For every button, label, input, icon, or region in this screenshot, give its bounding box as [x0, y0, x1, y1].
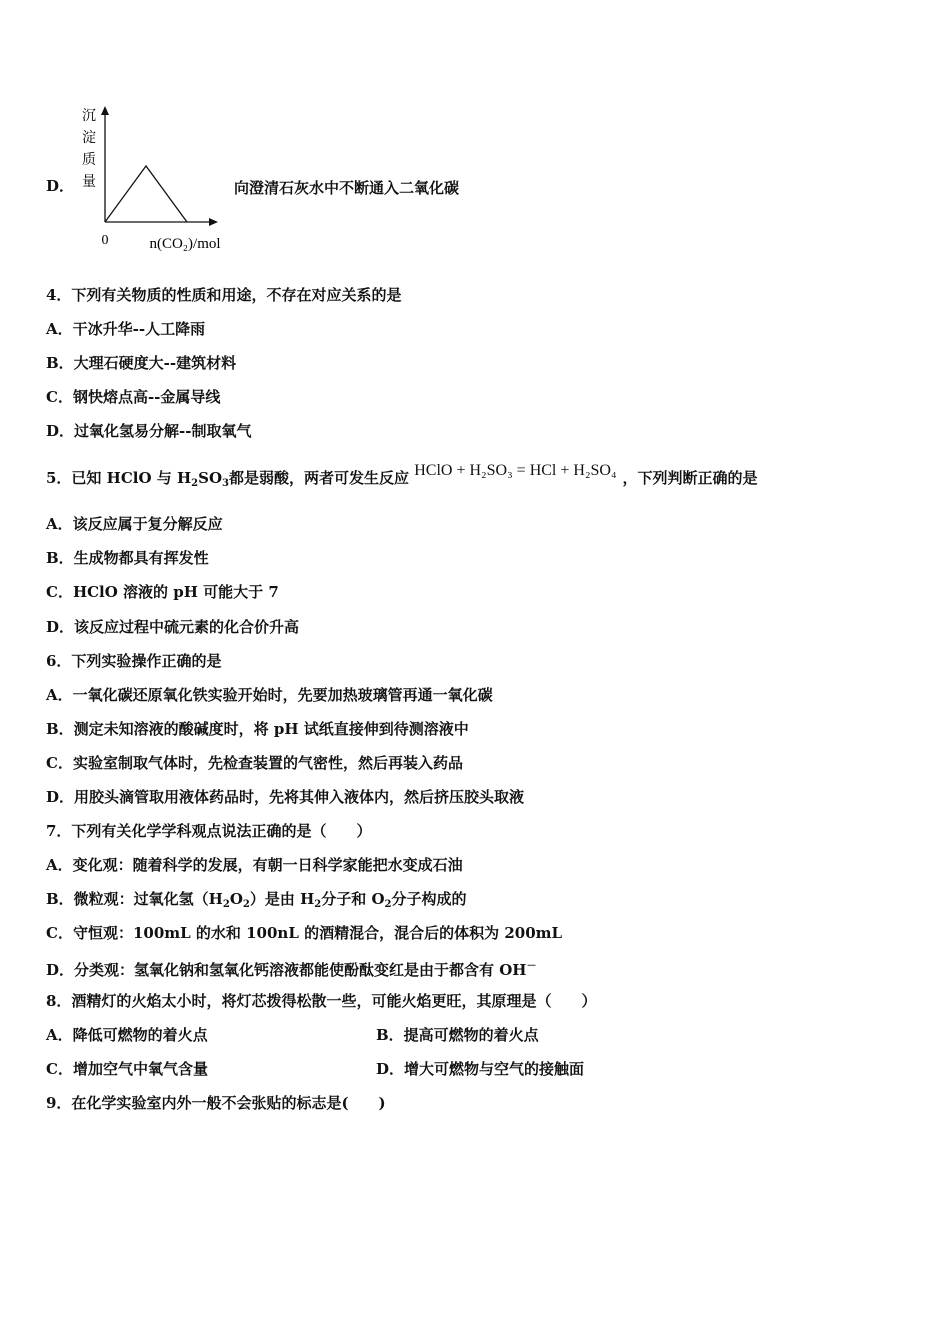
graph-x-arrow [209, 218, 218, 226]
q3-option-d-label: D． [46, 177, 75, 195]
q7-option-c: C．守恒观：100mL 的水和 100nL 的酒精混合，混合后的体积为 200mL [46, 924, 563, 942]
q7-stem: 7．下列有关化学学科观点说法正确的是（ ） [46, 822, 372, 840]
q6-option-a: A．一氧化碳还原氧化铁实验开始时，先要加热玻璃管再通一氧化碳 [46, 686, 493, 704]
q5-equation: HClO + H₂SO₃ = HCl + H₂SO₄ [414, 462, 617, 479]
q5-stem: 5．已知 HClO 与 $H_2SO_3$都是弱酸，两者可发生反应 HClO + H₂SO₃ = HCl + H₂SO₄ ，下列判断正确的是 [46, 462, 758, 489]
q6-option-d: D．用胶头滴管取用液体药品时，先将其伸入液体内，然后挤压胶头取液 [46, 788, 525, 806]
q7-option-a: A．变化观：随着科学的发展，有朝一日科学家能把水变成石油 [46, 856, 463, 874]
q8-option-c: C．增加空气中氧气含量 [46, 1060, 208, 1078]
q6-option-c: C．实验室制取气体时，先检查装置的气密性，然后再装入药品 [46, 754, 463, 772]
q4-option-c: C．钢快熔点高--金属导线 [46, 388, 221, 406]
q3-option-d-text: 向澄清石灰水中不断通入二氧化碳 [234, 179, 460, 197]
graph-y-arrow [101, 106, 109, 115]
q8-option-b: B．提高可燃物的着火点 [376, 1026, 539, 1044]
q7-option-d: D．分类观：氢氧化钠和氢氧化钙溶液都能使酚酞变红是由于都含有 OH－ [46, 961, 537, 979]
q5-option-d: D．该反应过程中硫元素的化合价升高 [46, 618, 300, 636]
graph-origin-label: 0 [101, 233, 109, 248]
graph-ylabel-char: 沉 [82, 108, 96, 124]
graph-ylabel-char: 质 [82, 152, 96, 168]
graph-ylabel-char: 量 [82, 174, 96, 190]
q6-option-b: B．测定未知溶液的酸碱度时，将 pH 试纸直接伸到待测溶液中 [46, 720, 469, 738]
q6-stem: 6．下列实验操作正确的是 [46, 652, 222, 670]
q9-stem: 9．在化学实验室内外一般不会张贴的标志是( ) [46, 1094, 386, 1112]
q8-option-d: D．增大可燃物与空气的接触面 [376, 1060, 585, 1078]
graph-xlabel: n(CO₂)/mol [149, 236, 221, 252]
q8-stem: 8．酒精灯的火焰太小时，将灯芯拨得松散一些，可能火焰更旺，其原理是（ ） [46, 992, 597, 1010]
q5-option-c: C．HClO 溶液的 pH 可能大于 7 [46, 583, 279, 601]
q5-option-a: A．该反应属于复分解反应 [46, 515, 223, 533]
graph-data-line [105, 166, 187, 222]
graph-ylabel [82, 108, 96, 190]
precipitate-graph [72, 100, 242, 260]
q4-option-a: A．干冰升华--人工降雨 [46, 320, 206, 338]
graph-ylabel-char: 淀 [82, 130, 96, 146]
q8-option-a: A．降低可燃物的着火点 [46, 1026, 208, 1044]
q4-option-b: B．大理石硬度大--建筑材料 [46, 354, 237, 372]
q5-option-b: B．生成物都具有挥发性 [46, 549, 209, 567]
q7-option-b: B．微粒观：过氧化氢$(H_2O_2)$是由 $H_2$分子和 $O_2$分子构成的 [46, 890, 467, 910]
q4-stem: 4．下列有关物质的性质和用途，不存在对应关系的是 [46, 286, 402, 304]
q4-option-d: D．过氧化氢易分解--制取氧气 [46, 422, 252, 440]
